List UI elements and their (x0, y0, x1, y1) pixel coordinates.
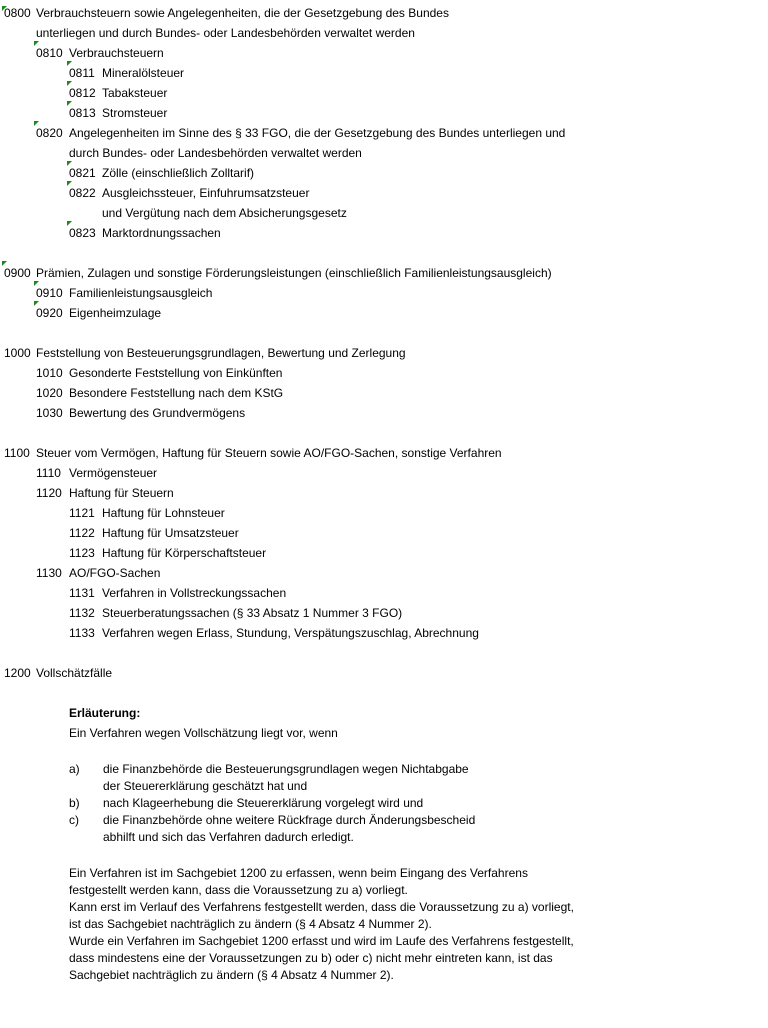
explanation-marker-b: b) (69, 796, 80, 810)
item-label-1133: Verfahren wegen Erlass, Stundung, Verspätungszuschlag, Abrechnung (102, 626, 479, 640)
item-code-1020: 1020 (36, 386, 63, 400)
section-label-1000: Feststellung von Besteuerungsgrundlagen, Bewertung und Zerlegung (36, 346, 406, 360)
explanation-intro: Ein Verfahren wegen Vollschätzung liegt vor, wenn (69, 726, 338, 740)
item-code-0812: 0812 (69, 86, 96, 100)
item-code-0822: 0822 (69, 186, 96, 200)
explanation-para-line: ist das Sachgebiet nachträglich zu ändern (§ 4 Absatz 4 Nummer 2). (69, 917, 432, 931)
item-code-1010: 1010 (36, 366, 63, 380)
item-label-0821: Zölle (einschließlich Zolltarif) (102, 166, 255, 180)
item-code-0823: 0823 (69, 226, 96, 240)
item-label-1120: Haftung für Steuern (69, 486, 174, 500)
item-label-1030: Bewertung des Grundvermögens (69, 406, 246, 420)
item-code-0820: 0820 (36, 126, 63, 140)
item-label-0822-line1: Ausgleichssteuer, Einfuhrumsatzsteuer (102, 186, 310, 200)
explanation-para-line: festgestellt werden kann, dass die Voraussetzung zu a) vorliegt. (69, 883, 408, 897)
item-code-1123: 1123 (69, 546, 95, 560)
section-label-0800-line1: Verbrauchsteuern sowie Angelegenheiten, die der Gesetzgebung des Bundes (36, 6, 449, 20)
item-label-0813: Stromsteuer (102, 106, 168, 120)
section-code-1100: 1100 (4, 446, 30, 460)
item-code-0813: 0813 (69, 106, 96, 120)
item-label-0820-line2: durch Bundes- oder Landesbehörden verwaltet werden (69, 146, 362, 160)
explanation-para-line: Sachgebiet nachträglich zu ändern (§ 4 Absatz 4 Nummer 2). (69, 968, 394, 982)
item-label-0823: Marktordnungssachen (102, 226, 221, 240)
item-label-1121: Haftung für Lohnsteuer (102, 506, 225, 520)
section-code-1000: 1000 (4, 346, 31, 360)
item-code-1121: 1121 (69, 506, 95, 520)
item-label-0920: Eigenheimzulage (69, 306, 162, 320)
item-label-1130: AO/FGO-Sachen (69, 566, 161, 580)
item-label-1132: Steuerberatungssachen (§ 33 Absatz 1 Nummer 3 FGO) (102, 606, 403, 620)
item-code-0810: 0810 (36, 46, 63, 60)
item-label-0811: Mineralölsteuer (102, 66, 185, 80)
item-label-0810: Verbrauchsteuern (69, 46, 164, 60)
explanation-a-line2: der Steuererklärung geschätzt hat und (103, 779, 308, 793)
explanation-c-line1: die Finanzbehörde ohne weitere Rückfrage durch Änderungsbescheid (103, 813, 476, 827)
item-code-0920: 0920 (36, 306, 63, 320)
item-label-0820-line1: Angelegenheiten im Sinne des § 33 FGO, die der Gesetzgebung des Bundes unterliegen und (69, 126, 566, 140)
item-code-1030: 1030 (36, 406, 63, 420)
explanation-para-line: dass mindestens eine der Voraussetzungen zu b) oder c) nicht mehr eintreten kann, ist das (69, 951, 553, 965)
item-code-1120: 1120 (36, 486, 62, 500)
section-code-0800: 0800 (4, 6, 31, 20)
section-code-0900: 0900 (4, 266, 31, 280)
item-label-1123: Haftung für Körperschaftsteuer (102, 546, 267, 560)
explanation-para-line: Wurde ein Verfahren im Sachgebiet 1200 erfasst und wird im Laufe des Verfahrens festgestellt, (69, 934, 574, 948)
section-label-0900: Prämien, Zulagen und sonstige Förderungsleistungen (einschließlich Familienleistungsausgleich) (36, 266, 552, 280)
explanation-marker-a: a) (69, 762, 80, 776)
item-code-1132: 1132 (69, 606, 95, 620)
item-label-1122: Haftung für Umsatzsteuer (102, 526, 239, 540)
explanation-para-line: Ein Verfahren ist im Sachgebiet 1200 zu erfassen, wenn beim Eingang des Verfahrens (69, 866, 528, 880)
item-code-1122: 1122 (69, 526, 95, 540)
section-label-1200: Vollschätzfälle (36, 666, 113, 680)
section-code-1200: 1200 (4, 666, 31, 680)
explanation-a-line1: die Finanzbehörde die Besteuerungsgrundlagen wegen Nichtabgabe (103, 762, 469, 776)
item-label-1131: Verfahren in Vollstreckungssachen (102, 586, 287, 600)
item-label-1010: Gesonderte Feststellung von Einkünften (69, 366, 283, 380)
explanation-para-line: Kann erst im Verlauf des Verfahrens festgestellt werden, dass die Voraussetzung zu a) vorliegt, (69, 900, 574, 914)
item-label-1110: Vermögensteuer (69, 466, 158, 480)
item-label-0822-line2: und Vergütung nach dem Absicherungsgesetz (102, 206, 347, 220)
section-label-0800-line2: unterliegen und durch Bundes- oder Landesbehörden verwaltet werden (36, 26, 415, 40)
item-label-0910: Familienleistungsausgleich (69, 286, 213, 300)
explanation-heading: Erläuterung: (69, 706, 141, 720)
explanation-c-line2: abhilft und sich das Verfahren dadurch erledigt. (103, 830, 354, 844)
section-label-1100: Steuer vom Vermögen, Haftung für Steuern sowie AO/FGO-Sachen, sonstige Verfahren (36, 446, 502, 460)
item-code-0910: 0910 (36, 286, 63, 300)
item-code-0811: 0811 (69, 66, 95, 80)
item-code-0821: 0821 (69, 166, 96, 180)
item-code-1131: 1131 (69, 586, 95, 600)
item-code-1130: 1130 (36, 566, 62, 580)
item-code-1110: 1110 (36, 466, 61, 480)
item-label-1020: Besondere Feststellung nach dem KStG (69, 386, 284, 400)
item-label-0812: Tabaksteuer (102, 86, 168, 100)
explanation-marker-c: c) (69, 813, 79, 827)
explanation-b-line1: nach Klageerhebung die Steuererklärung vorgelegt wird und (103, 796, 424, 810)
item-code-1133: 1133 (69, 626, 95, 640)
